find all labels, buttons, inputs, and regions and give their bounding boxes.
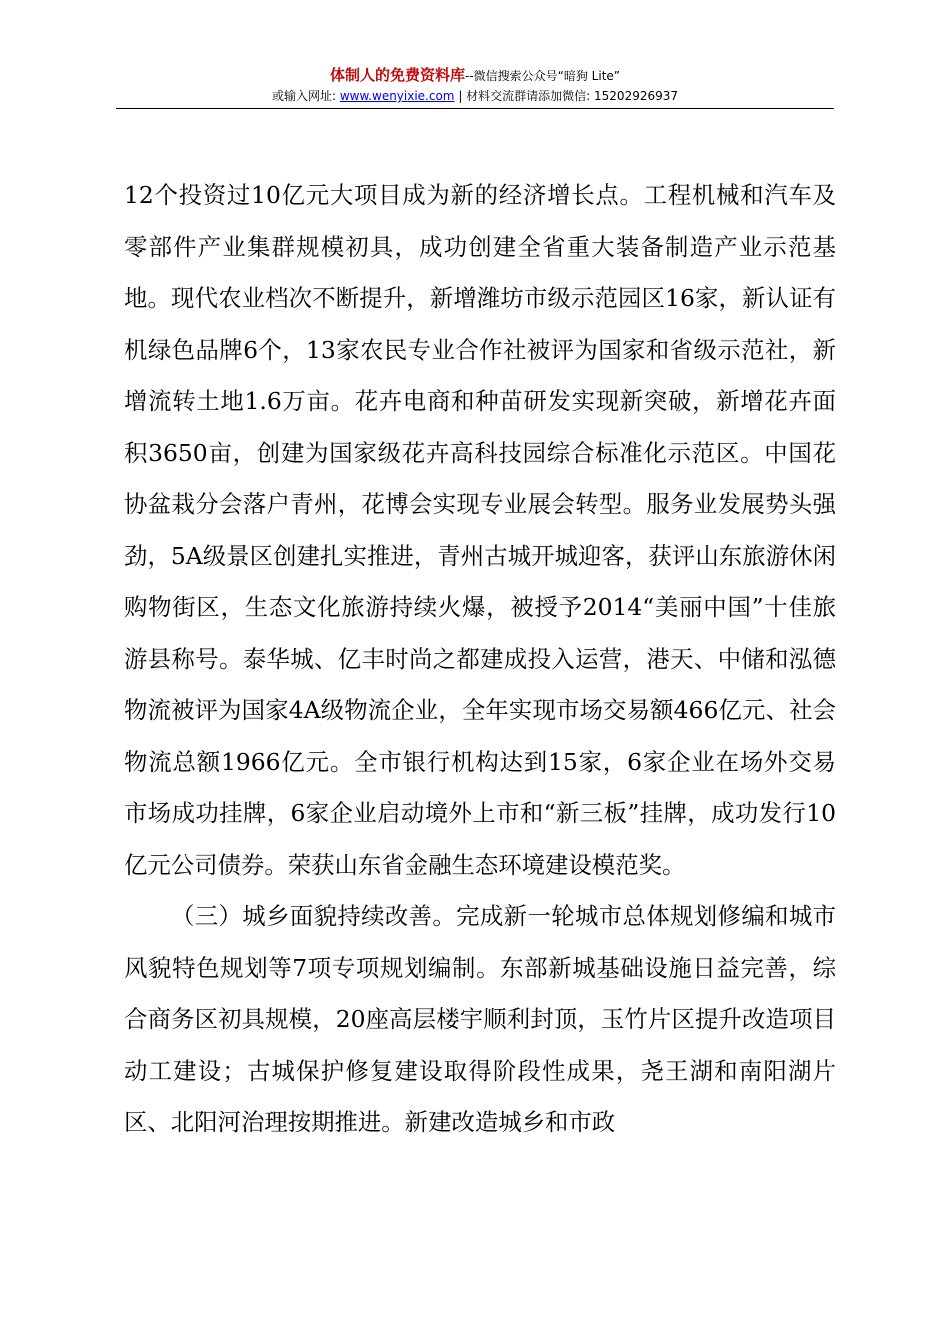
page-header	[0, 66, 950, 105]
paragraph-urban-rural: （三）城乡面貌持续改善。完成新一轮城市总体规划修编和城市风貌特色规划等7项专项规划编制。东部新城基础设施日益完善，综合商务区初具规模，20座高层楼宇顺利封顶，玉竹片区提升改造项目动工建设；古城保护修复建设取得阶段性成果，尧王湖和南阳湖片区、北阳河治理按期推进。新建改造城乡和市政	[124, 902, 836, 1136]
url-prefix-label: 或输入网址:	[271, 89, 340, 103]
header-line-2	[0, 87, 950, 105]
brand-title: 体制人的免费资料库	[329, 66, 465, 84]
header-line-1	[0, 66, 950, 86]
header-tagline: --微信搜索公众号“暗狗 Lite”	[464, 69, 621, 83]
header-divider	[116, 108, 834, 109]
wechat-contact-text: | 材料交流群请添加微信: 15202926937	[454, 89, 679, 103]
document-body	[124, 170, 836, 1149]
site-link[interactable]: www.wenyixie.com	[339, 89, 455, 103]
paragraph-economy: 12个投资过10亿元大项目成为新的经济增长点。工程机械和汽车及零部件产业集群规模初具，成功创建全省重大装备制造产业示范基地。现代农业档次不断提升，新增潍坊市级示范园区16家，新认证有机绿色品牌6个，13家农民专业合作社被评为国家和省级示范社，新增流转土地1.6万亩。花卉电商和种苗研发实现新突破，新增花卉面积3650亩，创建为国家级花卉高科技园综合标准化示范区。中国花协盆栽分会落户青州，花博会实现专业展会转型。服务业发展势头强劲，5A级景区创建扎实推进，青州古城开城迎客，获评山东旅游休闲购物街区，生态文化旅游持续火爆，被授予2014“美丽中国”十佳旅游县称号。泰华城、亿丰时尚之都建成投入运营，港天、中储和泓德物流被评为国家4A级物流企业，全年实现市场交易额466亿元、社会物流总额1966亿元。全市银行机构达到15家，6家企业在场外交易市场成功挂牌，6家企业启动境外上市和“新三板”挂牌，成功发行10亿元公司债券。荣获山东省金融生态环境建设模范奖。	[124, 181, 836, 879]
